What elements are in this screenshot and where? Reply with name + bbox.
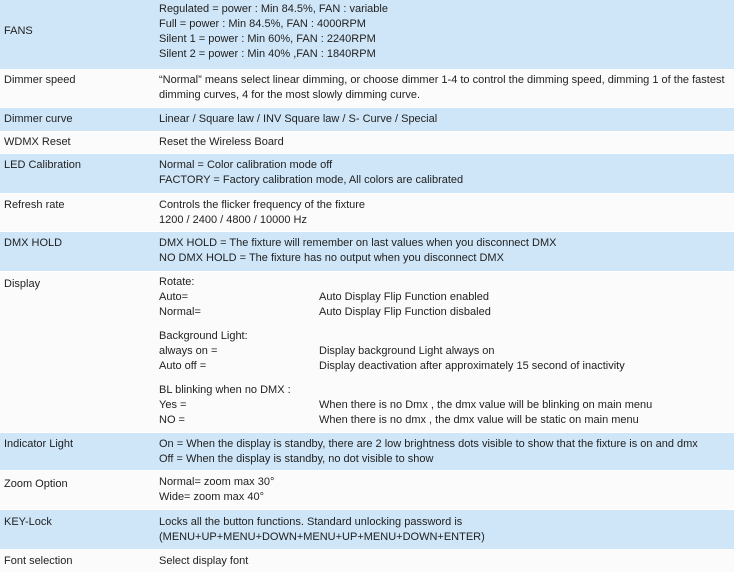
row-value <box>159 198 731 228</box>
row-key-lock <box>0 510 734 550</box>
section-title: BL blinking when no DMX : <box>159 384 291 396</box>
option-desc: Auto Display Flip Function disbaled <box>319 306 491 318</box>
row-refresh-rate <box>0 194 734 232</box>
option-key: Yes = <box>159 399 187 411</box>
option-row <box>159 398 731 413</box>
option-key: Auto off = <box>159 360 207 372</box>
option-key: NO = <box>159 414 185 426</box>
row-display <box>0 272 734 433</box>
row-led-calibration <box>0 154 734 194</box>
value-line: Normal = Color calibration mode off <box>159 159 333 171</box>
section-title: Background Light: <box>159 330 248 342</box>
row-fans <box>0 0 734 70</box>
row-label: FANS <box>4 25 33 37</box>
row-value <box>159 275 731 428</box>
row-value <box>159 236 731 266</box>
value-line: Normal= zoom max 30° <box>159 476 275 488</box>
option-row <box>159 305 731 320</box>
value-line: 1200 / 2400 / 4800 / 10000 Hz <box>159 214 308 226</box>
value-line: Silent 1 = power : Min 60%, FAN : 2240RPM <box>159 33 376 45</box>
row-label: Indicator Light <box>4 438 74 450</box>
row-label: KEY-Lock <box>4 516 52 528</box>
option-row <box>159 344 731 359</box>
value-line: Regulated = power : Min 84.5%, FAN : variable <box>159 3 388 15</box>
value-line: DMX HOLD = The fixture will remember on last values when you disconnect DMX <box>159 237 557 249</box>
row-value <box>159 73 731 103</box>
option-desc: When there is no Dmx , the dmx value will be blinking on main menu <box>319 399 653 411</box>
row-value <box>159 475 731 505</box>
option-desc: When there is no dmx , the dmx value will be static on main menu <box>319 414 639 426</box>
option-row <box>159 413 731 428</box>
row-wdmx-reset <box>0 132 734 154</box>
row-font-selection <box>0 550 734 573</box>
row-dimmer-speed <box>0 70 734 108</box>
row-label: Font selection <box>4 555 73 567</box>
row-label: Refresh rate <box>4 199 65 211</box>
row-label: Zoom Option <box>4 478 68 490</box>
value-line: Controls the flicker frequency of the fixture <box>159 199 366 211</box>
row-value <box>159 515 731 545</box>
value-line: Off = When the display is standby, no dot visible to show <box>159 453 434 465</box>
value-line: Full = power : Min 84.5%, FAN : 4000RPM <box>159 18 366 30</box>
value-line: (MENU+UP+MENU+DOWN+MENU+UP+MENU+DOWN+ENTER) <box>159 531 485 543</box>
row-label: Dimmer curve <box>4 113 73 125</box>
value-line: Silent 2 = power : Min 40% ,FAN : 1840RPM <box>159 48 376 60</box>
section-title: Rotate: <box>159 276 195 288</box>
option-key: Normal= <box>159 306 201 318</box>
option-desc: Display deactivation after approximately 15 second of inactivity <box>319 360 625 372</box>
row-value <box>159 437 731 467</box>
value-line: Locks all the button functions. Standard unlocking password is <box>159 516 463 528</box>
row-label: LED Calibration <box>4 159 82 171</box>
option-desc: Auto Display Flip Function enabled <box>319 291 489 303</box>
value-line: On = When the display is standby, there are 2 low brightness dots visible to show that the fixture is on and dmx <box>159 438 698 450</box>
row-zoom-option <box>0 471 734 510</box>
row-value <box>159 2 731 62</box>
row-label: Display <box>4 278 41 290</box>
row-value <box>159 554 731 569</box>
row-value <box>159 158 731 188</box>
row-indicator-light <box>0 433 734 471</box>
row-value <box>159 135 731 150</box>
option-key: Auto= <box>159 291 189 303</box>
value-line: Wide= zoom max 40° <box>159 491 264 503</box>
row-label: Dimmer speed <box>4 74 76 86</box>
value-line: Reset the Wireless Board <box>159 136 284 148</box>
option-key: always on = <box>159 345 218 357</box>
row-dimmer-curve <box>0 108 734 132</box>
row-label: DMX HOLD <box>4 237 63 249</box>
option-row <box>159 359 731 374</box>
option-row <box>159 290 731 305</box>
option-desc: Display background Light always on <box>319 345 495 357</box>
value-line: FACTORY = Factory calibration mode, All colors are calibrated <box>159 174 464 186</box>
value-line: NO DMX HOLD = The fixture has no output when you disconnect DMX <box>159 252 504 264</box>
value-line: “Normal” means select linear dimming, or choose dimmer 1-4 to control the dimming speed, dimming 1 of the fastest dimming curves, 4 for the most slowly dimming curve. <box>159 74 725 101</box>
value-line: Select display font <box>159 555 249 567</box>
row-value <box>159 112 731 127</box>
row-label: WDMX Reset <box>4 136 71 148</box>
value-line: Linear / Square law / INV Square law / S- Curve / Special <box>159 113 438 125</box>
row-dmx-hold <box>0 232 734 272</box>
